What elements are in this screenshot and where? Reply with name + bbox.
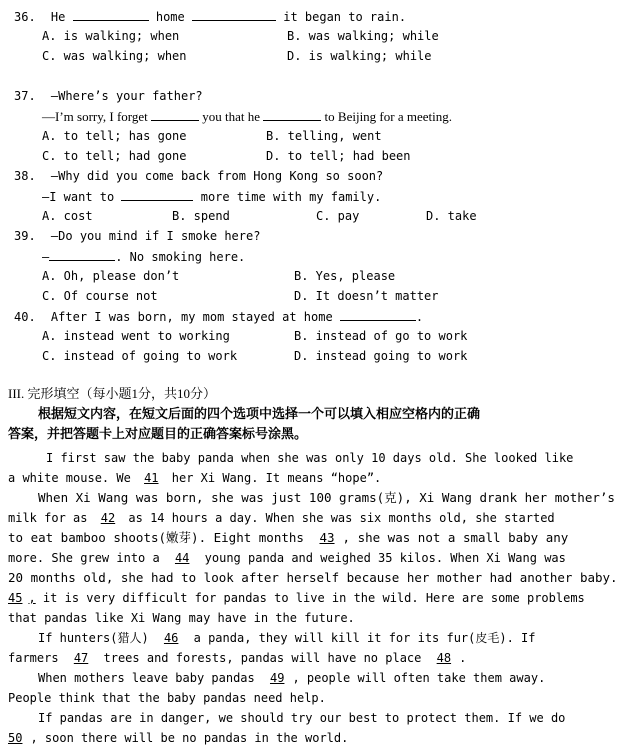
question-number: 39. <box>14 229 36 243</box>
passage-text: If hunters(猎人) <box>38 631 149 645</box>
option-c: C. Of course not <box>42 289 158 303</box>
blank-41: 41 <box>144 471 159 485</box>
option-d: D. to tell; had been <box>266 149 411 163</box>
question-text: to Beijing for a meeting. <box>324 109 452 124</box>
question-40 <box>14 308 423 325</box>
question-text: . No smoking here. <box>115 250 246 264</box>
blank-43: 43 <box>319 530 335 545</box>
option-d: D. take <box>426 209 477 223</box>
blank-46: 46 <box>163 631 179 645</box>
passage-line <box>8 510 555 526</box>
passage-line: If pandas are in danger, we should try our best to protect them. If we do <box>38 711 566 725</box>
passage-text: more. She grew into a <box>8 551 160 565</box>
question-38 <box>14 168 383 184</box>
option-b: B. Yes, please <box>294 269 396 283</box>
question-text: —I’m sorry, I forget <box>42 109 148 124</box>
section-title: III. 完形填空（每小题1分，共10分） <box>8 386 216 401</box>
passage-line: farmers 47 trees and forests, pandas will have no place 48 . <box>8 651 467 665</box>
option-a: A. is walking; when <box>42 29 180 43</box>
option-d: D. is walking; while <box>287 49 432 63</box>
question-number: 40. <box>14 310 36 324</box>
passage-text: young panda and weighed 35 kilos. When Xi Wang was <box>204 551 566 565</box>
question-37 <box>14 88 203 104</box>
option-b: B. spend <box>172 209 230 223</box>
option-a: A. Oh, please don’t <box>42 269 180 283</box>
passage-line <box>8 530 568 546</box>
answer-blank <box>340 308 416 321</box>
passage-line: 45 , it is very difficult for pandas to live in the wild. Here are some problems <box>8 591 585 605</box>
passage-text: When mothers leave baby pandas <box>38 671 255 685</box>
passage-text: to eat bamboo shoots(嫩芽). Eight months <box>8 530 304 545</box>
section-instructions: 根据短文内容，在短文后面的四个选项中选择一个可以填入相应空格内的正确 <box>38 406 481 421</box>
option-b: B. was walking; while <box>287 29 439 43</box>
question-text: more time with my family. <box>200 190 382 204</box>
passage-text: as 14 hours a day. When she was six months old, she started <box>128 511 555 525</box>
answer-blank <box>121 188 193 201</box>
option-d: D. instead going to work <box>294 349 468 363</box>
blank-47: 47 <box>73 651 89 665</box>
question-text: He <box>50 10 66 24</box>
answer-blank <box>263 108 321 121</box>
question-text: it began to rain. <box>283 10 407 24</box>
passage-text: a panda, they will kill it for its fur(皮毛). If <box>193 631 536 645</box>
option-a: A. cost <box>42 209 93 223</box>
passage-text: farmers <box>8 651 59 665</box>
question-text: you that he <box>202 109 261 124</box>
option-c: C. instead of going to work <box>42 349 238 363</box>
answer-blank <box>192 8 276 21</box>
passage-text: her Xi Wang. It means “hope”. <box>171 471 382 485</box>
blank-50: 50 <box>8 731 23 745</box>
passage-text: milk for as <box>8 511 88 525</box>
passage-line <box>8 550 566 566</box>
question-39 <box>14 228 260 244</box>
passage-line: When Xi Wang was born, she was just 100 grams(克), Xi Wang drank her mother’s <box>38 490 615 505</box>
blank-45: 45 <box>8 591 23 605</box>
passage-text: , she was not a small baby any <box>342 530 569 545</box>
blank-42: 42 <box>100 511 116 525</box>
passage-line <box>38 670 545 686</box>
blank-48: 48 <box>436 651 452 665</box>
option-d: D. It doesn’t matter <box>294 289 439 303</box>
option-b: B. telling, went <box>266 129 382 143</box>
passage-line: I first saw the baby panda when she was only 10 days old. She looked like <box>46 451 574 465</box>
passage-text: , people will often take them away. <box>292 671 546 685</box>
section-instructions: 答案，并把答题卡上对应题目的正确答案标号涂黑。 <box>8 426 308 441</box>
question-text: home <box>155 10 185 24</box>
passage-text: it is very difficult for pandas to live in the wild. Here are some problems <box>42 591 585 605</box>
question-39-line2 <box>42 248 245 265</box>
question-text: — <box>42 250 50 264</box>
question-37-line2 <box>42 108 452 125</box>
blank-49: 49 <box>269 671 285 685</box>
question-36 <box>14 8 406 25</box>
passage-line: People think that the baby pandas need help. <box>8 691 326 705</box>
answer-blank <box>49 248 115 261</box>
passage-text: a white mouse. We <box>8 471 131 485</box>
question-38-line2 <box>42 188 381 205</box>
question-number: 38. <box>14 169 36 183</box>
passage-text: , soon there will be no pandas in the world. <box>30 731 349 745</box>
question-text: . <box>415 310 424 324</box>
passage-line <box>8 470 381 486</box>
answer-blank <box>73 8 149 21</box>
option-a: A. instead went to working <box>42 329 230 343</box>
passage-line: 20 months old, she had to look after herself because her mother had another baby. <box>8 570 618 585</box>
question-text: After I was born, my mom stayed at home <box>50 310 333 324</box>
option-c: C. to tell; had gone <box>42 149 187 163</box>
question-text: —Do you mind if I smoke here? <box>50 229 261 243</box>
passage-text: trees and forests, pandas will have no place <box>103 651 422 665</box>
question-text: —I want to <box>42 190 115 204</box>
answer-blank <box>151 108 199 121</box>
option-b: B. instead of go to work <box>294 329 468 343</box>
option-c: C. pay <box>316 209 360 223</box>
question-number: 37. <box>14 89 36 103</box>
passage-line <box>8 730 348 746</box>
option-c: C. was walking; when <box>42 49 187 63</box>
question-number: 36. <box>14 10 36 24</box>
passage-line: that pandas like Xi Wang may have in the future. <box>8 611 355 625</box>
question-text: —Why did you come back from Hong Kong so soon? <box>50 169 384 183</box>
blank-44: 44 <box>174 551 190 565</box>
question-text: —Where’s your father? <box>50 89 203 103</box>
passage-line <box>38 630 536 646</box>
option-a: A. to tell; has gone <box>42 129 187 143</box>
